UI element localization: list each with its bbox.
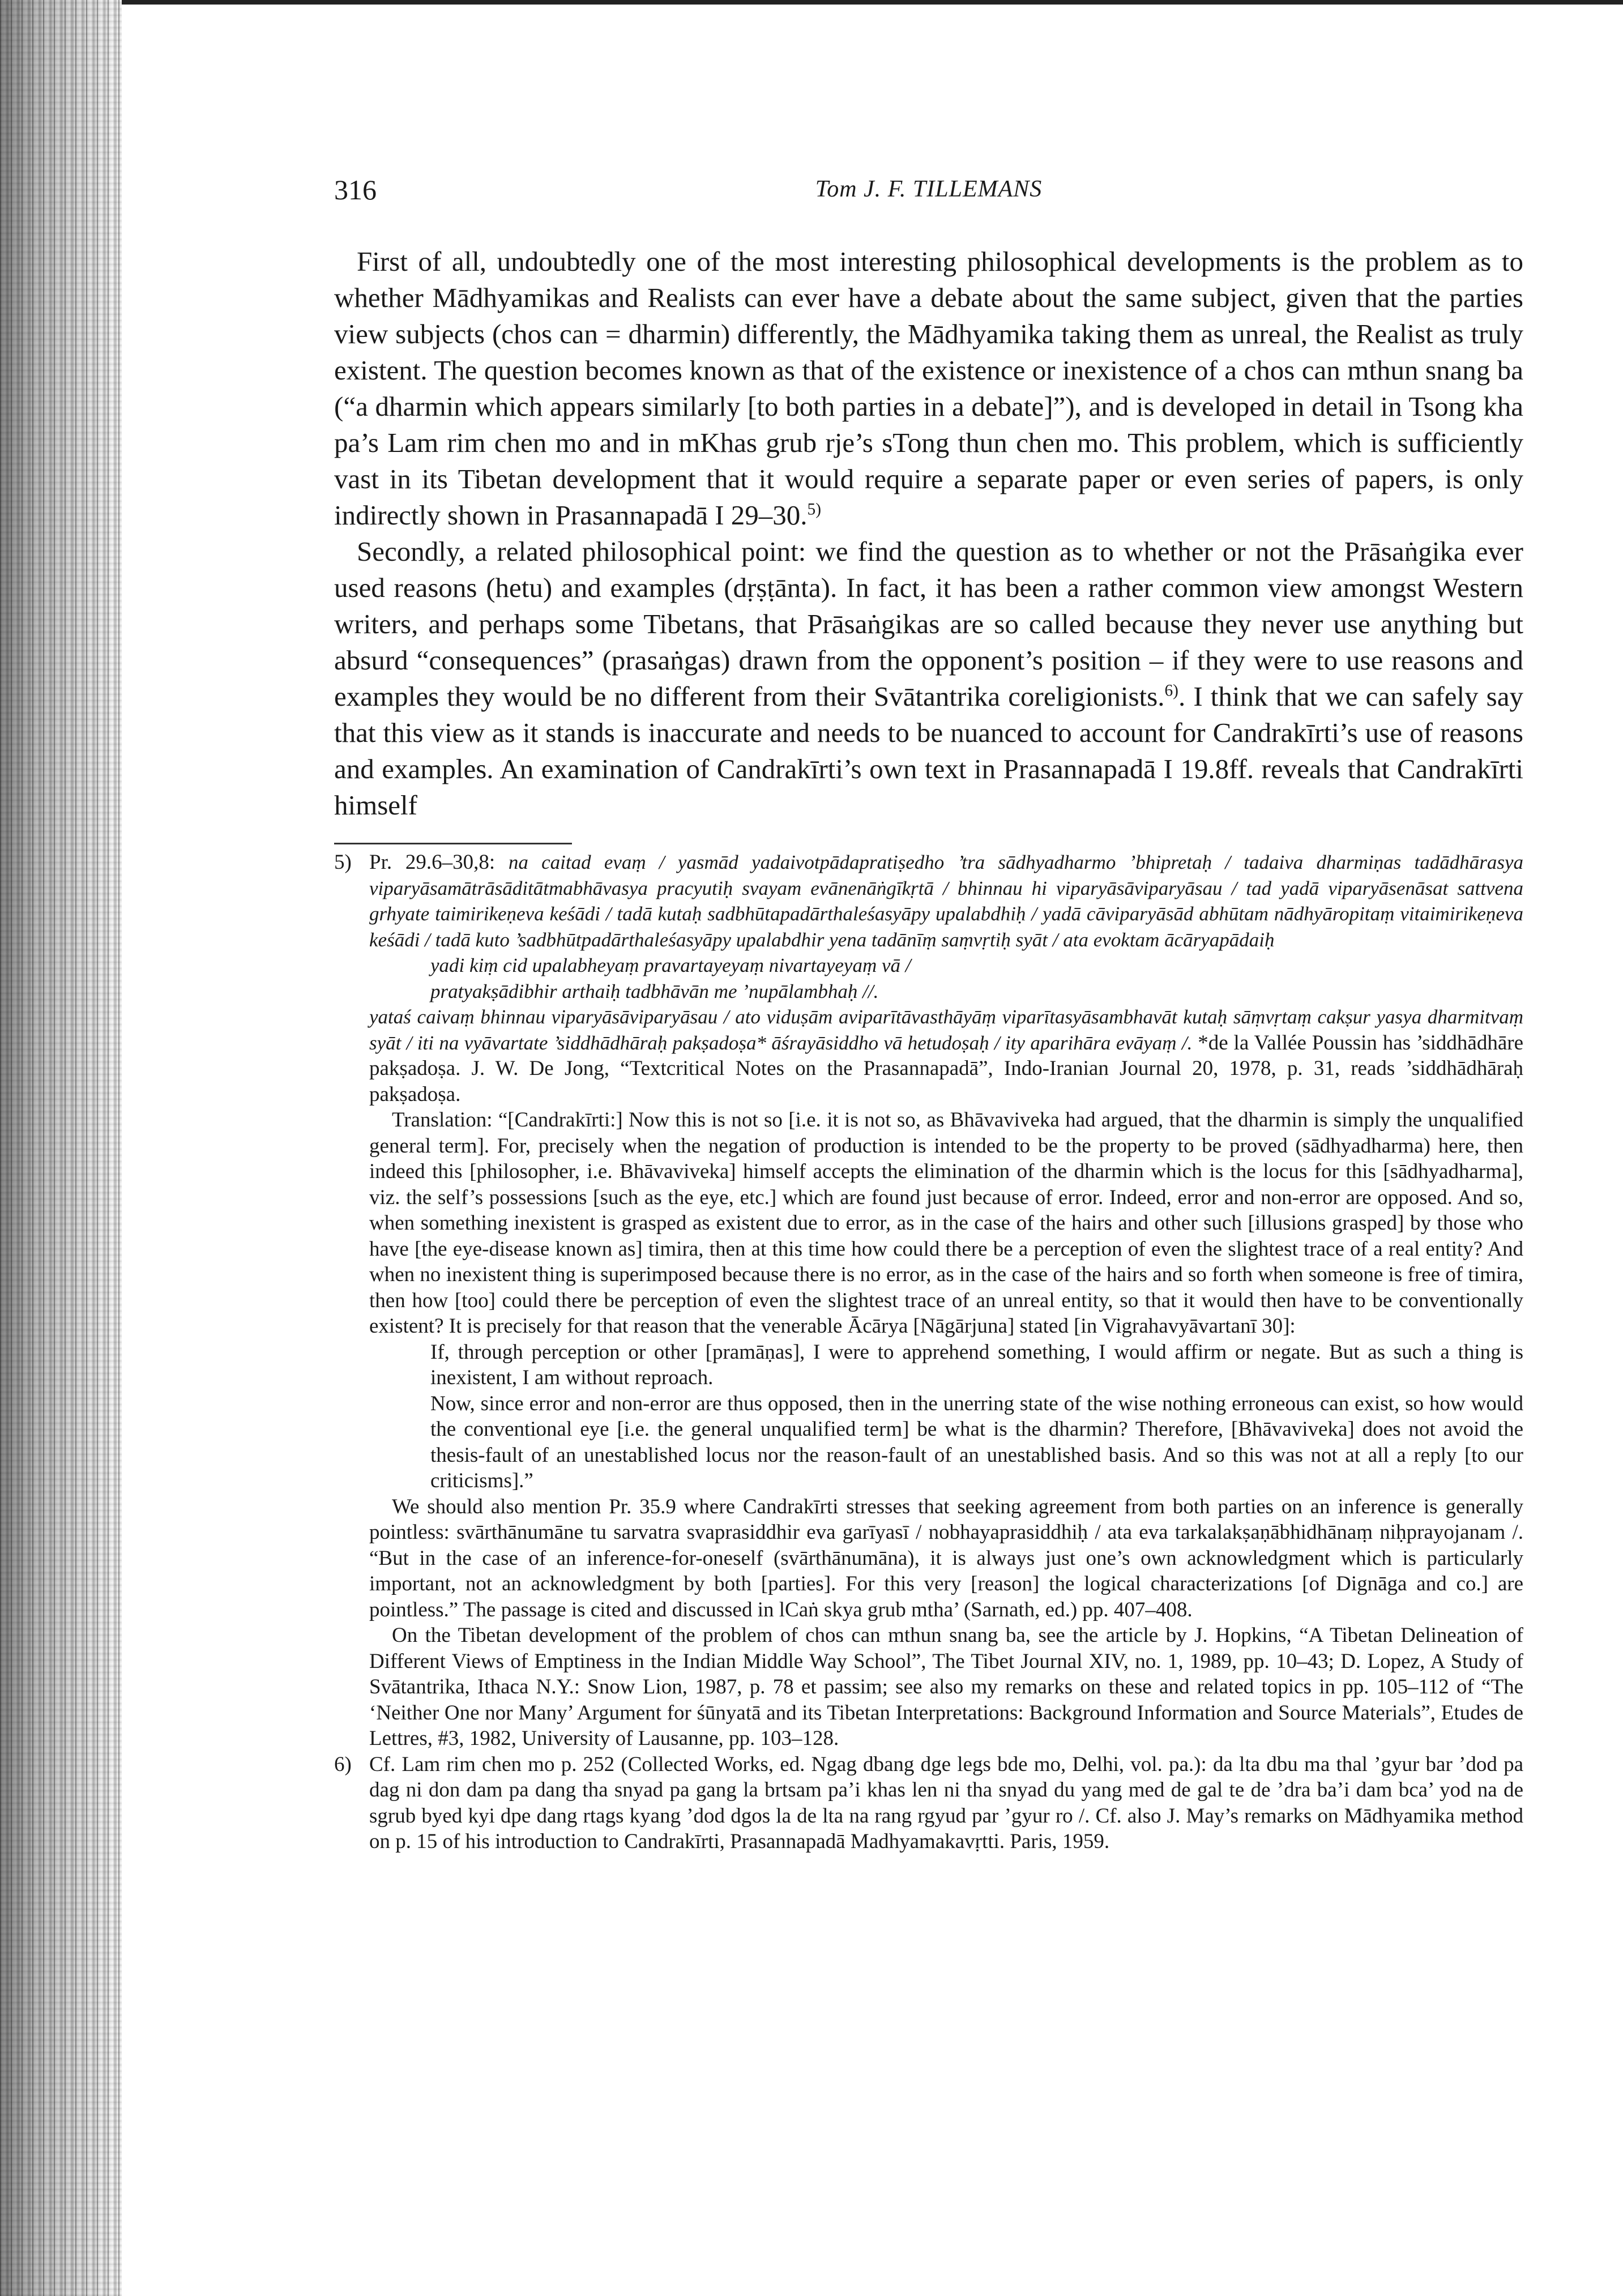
scan-binding-edge (0, 0, 122, 2296)
running-head: Tom J. F. TILLEMANS (815, 176, 1043, 202)
translation-paragraph: Translation: “[Candrakīrti:] Now this is not so [i.e. it is not so, as Bhāvaviveka had argued, that the dharmin is simply the unqualified general term]. For, precisely when the negation of production is intended to be the property to be proved (sādhyadharma) here, then indeed this [philosopher, i.e. Bhāvaviveka] himself accepts the elimination of the dharmin which is the locus for this [sādhyadharma], viz. the self’s possessions [such as the eye, etc.] which are found just because of error. Indeed, error and non-error are opposed. And so, when something inexistent is grasped as existent due to error, as in the case of the hairs and other such [illusions grasped] by those who have [the eye-disease known as] timira, then at this time how could there be a perception of even the slightest trace of a real entity? And when no inexistent thing is superimposed because there is no error, as in the case of the hairs and so forth when someone is free of timira, then how [too] could there be perception of even the slightest trace of an unreal entity, so that it would then have to be conventionally existent? It is precisely for that reason that the venerable Ācārya [Nāgārjuna] stated [in Vigrahavyāvartanī 30]: (369, 1108, 1523, 1338)
footnote-5-textcritical: *de la Vallée Poussin has ’siddhādhāre pakṣadoṣa. J. W. De Jong, “Textcritical Notes on the Prasannapadā”, Indo-Iranian Journal 20, 1978, p. 31, reads ’siddhādhāraḥ pakṣadoṣa. (369, 1031, 1523, 1106)
quote-paragraph-1: If, through perception or other [pramāṇas], I were to apprehend something, I would affirm or negate. But as such a thing is inexistent, I am without reproach. (430, 1340, 1523, 1389)
main-paragraph-1: First of all, undoubtedly one of the most interesting philosophical developments is the problem as to whether Mādhyamikas and Realists can ever have a debate about the same subject, given that the parties view subjects (chos can = dharmin) differently, the Mādhyamika taking them as unreal, the Realist as truly existent. The question becomes known as that of the existence or inexistence of a chos can mthun snang ba (“a dharmin which appears similarly [to both parties in a debate]”), and is developed in detail in Tsong kha pa’s Lam rim chen mo and in mKhas grub rje’s sTong thun chen mo. This problem, which is sufficiently vast in its Tibetan development that it would require a separate paper or even series of papers, is only indirectly shown in Prasannapadā I 29–30.$^{5)}$ (334, 246, 1523, 531)
footnote-ref-5: 5) (807, 500, 822, 519)
verse-line-2: pratyakṣādibhir arthaiḥ tadbhāvān me ’nupālambhaḥ //. (430, 980, 879, 1002)
main-paragraph-2: Secondly, a related philosophical point: we find the question as to whether or not the Prāsaṅgika ever used reasons (hetu) and examples (dṛṣṭānta). In fact, it has been a rather common view amongst Western writers, and perhaps some Tibetans, that Prāsaṅgikas are so called because they never use anything but absurd “consequences” (prasaṅgas) drawn from the opponent’s position – if they were to use reasons and examples they would be no different from their Svātantrika coreligionists.$^{6)}$. I think that we can safely say that this view as it stands is inaccurate and needs to be nuanced to account for Candrakīrti’s use of reasons and examples. An examination of Candrakīrti’s own text in Prasannapadā I 19.8ff. reveals that Candrakīrti himself (334, 536, 1523, 821)
footnote-6-text: Cf. Lam rim chen mo p. 252 (Collected Works, ed. Ngag dbang dge legs bde mo, Delhi, vol. pa.): da lta dbu ma thal ’gyur bar ’dod pa dag ni don dam pa dang tha snyad pa gang la brtsam pa’i khas len ni tha snyad du yang med de gal te de ’dra ba’i dam bca’ yod na de sgrub byed kyi dpe dang rtags kyang ’dod dgos la de lta na rang rgyud par ’gyur ro /. Cf. also J. May’s remarks on Mādhyamika method on p. 15 of his introduction to Candrakīrti, Prasannapadā Madhyamakavṛtti. Paris, 1959. (369, 1752, 1523, 1853)
page-header (334, 170, 1523, 215)
tibetan-development-paragraph: On the Tibetan development of the problem of chos can mthun snang ba, see the article by J. Hopkins, “A Tibetan Delineation of Different Views of Emptiness in the Indian Middle Way School”, The Tibet Journal XIV, no. 1, 1989, pp. 10–43; D. Lopez, A Study of Svātantrika, Ithaca N.Y.: Snow Lion, 1987, p. 78 et passim; see also my remarks on these and related topics in pp. 105–112 of “The ‘Neither One nor Many’ Argument for śūnyatā and its Tibetan Interpretations: Background Information and Source Materials”, Etudes de Lettres, #3, 1982, University of Lausanne, pp. 103–128. (369, 1624, 1523, 1750)
footnote-5-reference: Pr. 29.6–30,8: (369, 851, 496, 874)
footnotes (334, 850, 1523, 1855)
footnote-5 (334, 850, 1523, 953)
footnote-ref-6: 6) (1164, 681, 1178, 700)
footnote-6-number: 6) (334, 1752, 352, 1776)
verse-line-1: yadi kiṃ cid upalabheyaṃ pravartayeyaṃ nivartayeyaṃ vā / (430, 954, 911, 976)
page-top-border (0, 0, 1623, 5)
quote-paragraph-2: Now, since error and non-error are thus opposed, then in the unerring state of the wise nothing erroneous can exist, so how would the conventional eye [i.e. the general unqualified term] be what is the dharmin? Therefore, [Bhāvaviveka] does not avoid the thesis-fault of an unestablished locus nor the reason-fault of an unestablished basis. And so this was not at all a reply [to our criticisms].” (430, 1392, 1523, 1492)
mention-paragraph: We should also mention Pr. 35.9 where Candrakīrti stresses that seeking agreement from both parties on an inference is generally pointless: svārthānumāne tu sarvatra svaprasiddhir eva garīyasī / nobhayaprasiddhiḥ / ata eva tarkalakṣaṇābhidhānaṃ niḥprayojanam /. “But in the case of an inference-for-oneself (svārthānumāna), it is always just one’s own acknowledgment which is particularly important, not an acknowledgment by both [parties]. For this very [reason] the logical characterizations [of Dignāga and co.] are pointless.” The passage is cited and discussed in lCaṅ skya grub mtha’ (Sarnath, ed.) pp. 407–408. (369, 1495, 1523, 1621)
footnote-5-sanskrit-cont: yataś caivaṃ bhinnau viparyāsāviparyāsau / ato viduṣām aviparītāvasthāyāṃ viparītasyāsambhavāt kutaḥ sāṃvṛtaṃ cakṣur yasya dharmitvaṃ syāt / iti na vyāvartate ’siddhādhāraḥ pakṣadoṣa* āśrayāsiddho vā hetudoṣaḥ / ity aparihāra evāyaṃ /. (369, 1006, 1523, 1054)
footnote-rule (334, 843, 572, 844)
footnote-5-continuation (334, 1004, 1523, 1107)
page-number: 316 (334, 174, 377, 206)
footnote-5-sanskrit: na caitad evaṃ / yasmād yadaivotpādapratiṣedho ’tra sādhyadharmo ’bhipretaḥ / tadaiva dharmiṇas tadādhārasya viparyāsamātrāsāditātmabhāvasya pracyutiḥ svayam evānenāṅgīkṛtā / bhinnau hi viparyāsāviparyāsau / tad yadā viparyāsenāsat sattvena grhyate taimirikeṇeva keśādi / tadā kutaḥ sadbhūtapadārthaleśasyāpy upalabdhiḥ / yadā cāviparyāsād abhūtam nādhyāropitaṃ vitaimirikeṇeva keśādi / tadā kuto ’sadbhūtpadārthaleśasyāpy upalabdhir yena tadānīṃ saṃvṛtiḥ syāt / ata evoktam ācāryapādaiḥ (369, 851, 1524, 951)
main-text (334, 244, 1523, 823)
footnote-5-number: 5) (334, 851, 352, 874)
footnote-6 (334, 1752, 1523, 1855)
